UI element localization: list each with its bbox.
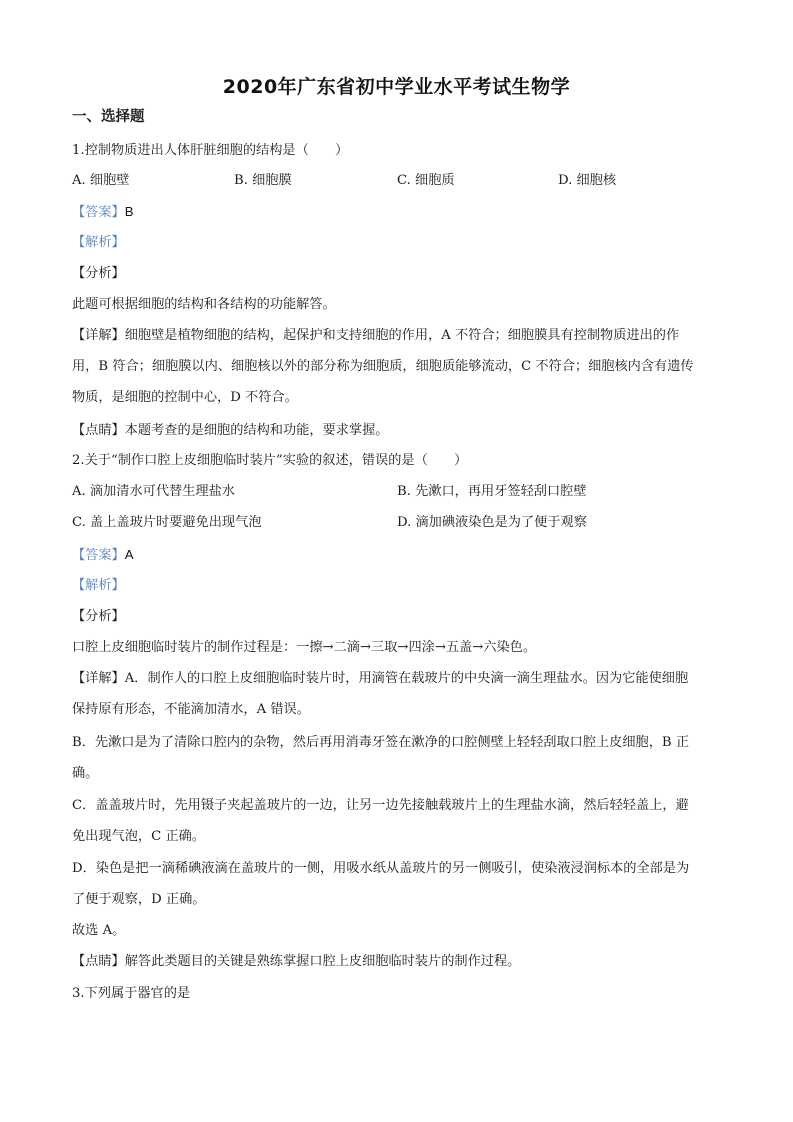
q1-detail-line: 物质，是细胞的控制中心，D 不符合。 bbox=[72, 390, 298, 405]
q1-fenxi-label: 【分析】 bbox=[72, 266, 125, 281]
q2-analysis-label: 【解析】 bbox=[72, 578, 125, 593]
q2-detail-line: 免出现气泡，C 正确。 bbox=[72, 829, 205, 844]
q2-option-b: B. 先漱口，再用牙签轻刮口腔壁 bbox=[397, 484, 587, 499]
q2-detail-line: 确。 bbox=[72, 766, 99, 781]
q1-detail-line: 用，B 符合；细胞膜以内、细胞核以外的部分称为细胞质，细胞质能够流动，C 不符合；细胞核内含有遗传 bbox=[72, 359, 694, 374]
document-title: 2020年广东省初中学业水平考试生物学 bbox=[222, 76, 571, 98]
q2-detail-line: D．染色是把一滴稀碘液滴在盖玻片的一侧，用吸水纸从盖玻片的另一侧吸引，使染液浸润标本的全部是为 bbox=[72, 861, 690, 876]
q2-detail-line: B．先漱口是为了清除口腔内的杂物，然后再用消毒牙签在漱净的口腔侧壁上轻轻刮取口腔上皮细胞，B 正 bbox=[72, 735, 690, 750]
q1-option-a: A. 细胞壁 bbox=[72, 173, 130, 188]
q2-fenxi-text: 口腔上皮细胞临时装片的制作过程是：一擦→二滴→三取→四涂→五盖→六染色。 bbox=[72, 640, 537, 655]
q2-detail-line: 了便于观察，D 正确。 bbox=[72, 892, 206, 907]
answer-value: A bbox=[124, 547, 134, 562]
q2-option-c: C. 盖上盖玻片时要避免出现气泡 bbox=[72, 515, 262, 530]
answer-label: 【答案】 bbox=[72, 205, 125, 220]
q2-detail-line: 【详解】A．制作人的口腔上皮细胞临时装片时，用滴管在载玻片的中央滴一滴生理盐水。因为它能使细胞 bbox=[72, 671, 689, 686]
q2-option-a: A. 滴加清水可代替生理盐水 bbox=[72, 484, 235, 499]
q1-fenxi-text: 此题可根据细胞的结构和各结构的功能解答。 bbox=[72, 297, 336, 312]
q1-option-c: C. 细胞质 bbox=[397, 173, 455, 188]
q2-detail-line: 故选 A。 bbox=[72, 923, 126, 938]
q1-answer bbox=[72, 203, 724, 222]
q2-fenxi-label: 【分析】 bbox=[72, 609, 125, 624]
answer-label: 【答案】 bbox=[72, 548, 125, 563]
q2-detail-line: 保持原有形态，不能滴加清水，A 错误。 bbox=[72, 702, 310, 717]
q1-detail-line: 【详解】细胞壁是植物细胞的结构，起保护和支持细胞的作用，A 不符合；细胞膜具有控制物质进出的作 bbox=[72, 328, 680, 343]
q1-option-b: B. 细胞膜 bbox=[234, 173, 292, 188]
q1-dianjing: 【点睛】本题考查的是细胞的结构和功能，要求掌握。 bbox=[72, 423, 389, 438]
question-3-stem: 3.下列属于器官的是 bbox=[72, 986, 191, 1001]
q2-answer bbox=[72, 546, 724, 565]
q1-analysis-label: 【解析】 bbox=[72, 235, 125, 250]
question-2-stem: 2.关于“制作口腔上皮细胞临时装片”实验的叙述，错误的是（ ） bbox=[72, 453, 468, 468]
q2-option-d: D. 滴加碘液染色是为了便于观察 bbox=[397, 515, 587, 530]
q1-option-d: D. 细胞核 bbox=[558, 173, 617, 188]
q2-detail-line: C．盖盖玻片时，先用镊子夹起盖玻片的一边，让另一边先接触载玻片上的生理盐水滴，然后轻轻盖上，避 bbox=[72, 798, 689, 813]
section-heading: 一、选择题 bbox=[72, 109, 145, 125]
answer-value: B bbox=[124, 204, 134, 219]
question-1-stem: 1.控制物质进出人体肝脏细胞的结构是（ ） bbox=[72, 143, 349, 158]
q2-dianjing: 【点睛】解答此类题目的关键是熟练掌握口腔上皮细胞临时装片的制作过程。 bbox=[72, 954, 521, 969]
